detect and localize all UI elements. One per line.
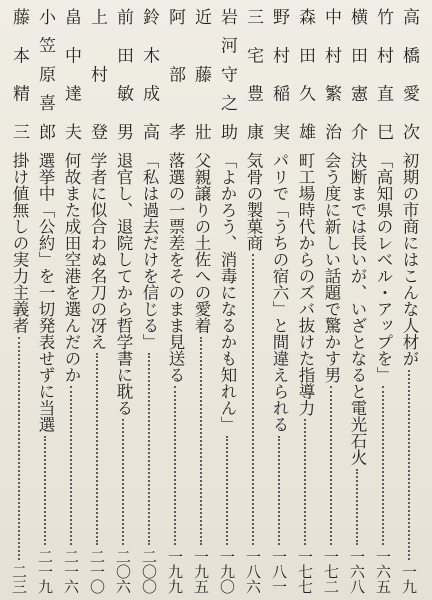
person-name: 上村登: [87, 8, 107, 140]
person-name: 岩河守之助: [217, 8, 237, 140]
person-name: 畠中達夫: [61, 8, 81, 140]
page-number: 一九〇: [218, 549, 236, 594]
page-number: 二〇〇: [140, 549, 158, 594]
chapter-title: 選挙中「公約」を一切発表せずに当選: [36, 152, 55, 433]
person-name: 近藤壯: [191, 8, 211, 140]
chapter-title: 町工場時代からのズバ抜けた指導力: [296, 152, 315, 416]
dot-leader: [226, 436, 228, 545]
page-number: 一六五: [374, 549, 392, 594]
dot-leader: [304, 419, 306, 545]
dot-leader: [356, 469, 358, 545]
chapter-title: 落選の一票差をそのまま見送る: [166, 152, 185, 383]
toc-entry: [189, 0, 213, 600]
toc-entry: [7, 0, 31, 600]
person-name: 鈴木成高: [139, 8, 159, 140]
toc-entry: [33, 0, 57, 600]
person-name: 森田久雄: [295, 8, 315, 140]
person-name: 中村繁治: [321, 8, 341, 140]
toc-entry: [111, 0, 135, 600]
page-number: 一六八: [348, 549, 366, 594]
dot-leader: [148, 353, 150, 545]
dot-leader: [70, 386, 72, 545]
page-number: 二一〇: [88, 549, 106, 594]
dot-leader: [278, 436, 280, 545]
page-number: 一七七: [296, 549, 314, 594]
page-number: 一九九: [166, 549, 184, 594]
page-number: 二一九: [36, 549, 54, 594]
chapter-title: 気骨の製菓商: [244, 152, 263, 251]
dot-leader: [200, 337, 202, 545]
dot-leader: [330, 386, 332, 545]
chapter-title: 初期の市商にはこんな人材が: [400, 152, 419, 367]
toc-entry: [293, 0, 317, 600]
dot-leader: [382, 386, 384, 545]
toc-entry: [319, 0, 343, 600]
dot-leader: [174, 386, 176, 545]
chapter-title: 「私は過去だけを信じる」: [140, 152, 159, 350]
chapter-title: 決断までは長いが、いざとなると電光石火: [348, 152, 367, 466]
page-number: 一八一: [270, 549, 288, 594]
person-name: 藤本精三: [9, 8, 29, 140]
page-number: 一九五: [192, 549, 210, 594]
dot-leader: [122, 419, 124, 545]
page-number: 一七二: [322, 549, 340, 594]
chapter-title: 父親譲りの土佐への愛着: [192, 152, 211, 334]
chapter-title: 何故また成田空港を選んだのか: [62, 152, 81, 383]
chapter-title: パリで「うちの宿六」と間違えられる: [270, 152, 289, 433]
person-name: 前田敏男: [113, 8, 133, 140]
toc-entry: [345, 0, 369, 600]
page-number: 二〇六: [114, 549, 132, 594]
person-name: 野村稲実: [269, 8, 289, 140]
toc-entry: [59, 0, 83, 600]
toc-entry: [85, 0, 109, 600]
toc-entry: [371, 0, 395, 600]
chapter-title: 掛け値無しの実力主義者: [10, 152, 29, 334]
toc-entry: [267, 0, 291, 600]
person-name: 阿部孝: [165, 8, 185, 140]
dot-leader: [18, 337, 20, 560]
page-number: 二三: [10, 564, 28, 594]
toc-entry: [397, 0, 421, 600]
page-number: 二一六: [62, 549, 80, 594]
chapter-title: 退官し、退院してから哲学書に耽る: [114, 152, 133, 416]
chapter-title: 「よかろう、消毒になるかも知れん」: [218, 152, 237, 433]
page-number: 一九: [400, 564, 418, 594]
toc-entry: [163, 0, 187, 600]
person-name: 三宅豊康: [243, 8, 263, 140]
toc-entry: [215, 0, 239, 600]
dot-leader: [96, 353, 98, 545]
chapter-title: 「高知県のレベル・アップを」: [374, 152, 393, 383]
dot-leader: [408, 370, 410, 560]
person-name: 高橋愛次: [399, 8, 419, 140]
chapter-title: 学者に似合わぬ名刀の冴え: [88, 152, 107, 350]
person-name: 小笠原喜郎: [35, 8, 55, 140]
person-name: 横田憲介: [347, 8, 367, 140]
toc-entry: [137, 0, 161, 600]
dot-leader: [252, 254, 254, 545]
chapter-title: 会う度に新しい話題で驚かす男: [322, 152, 341, 383]
person-name: 竹村直巳: [373, 8, 393, 140]
page-number: 一八六: [244, 549, 262, 594]
dot-leader: [44, 436, 46, 545]
toc-entry: [241, 0, 265, 600]
